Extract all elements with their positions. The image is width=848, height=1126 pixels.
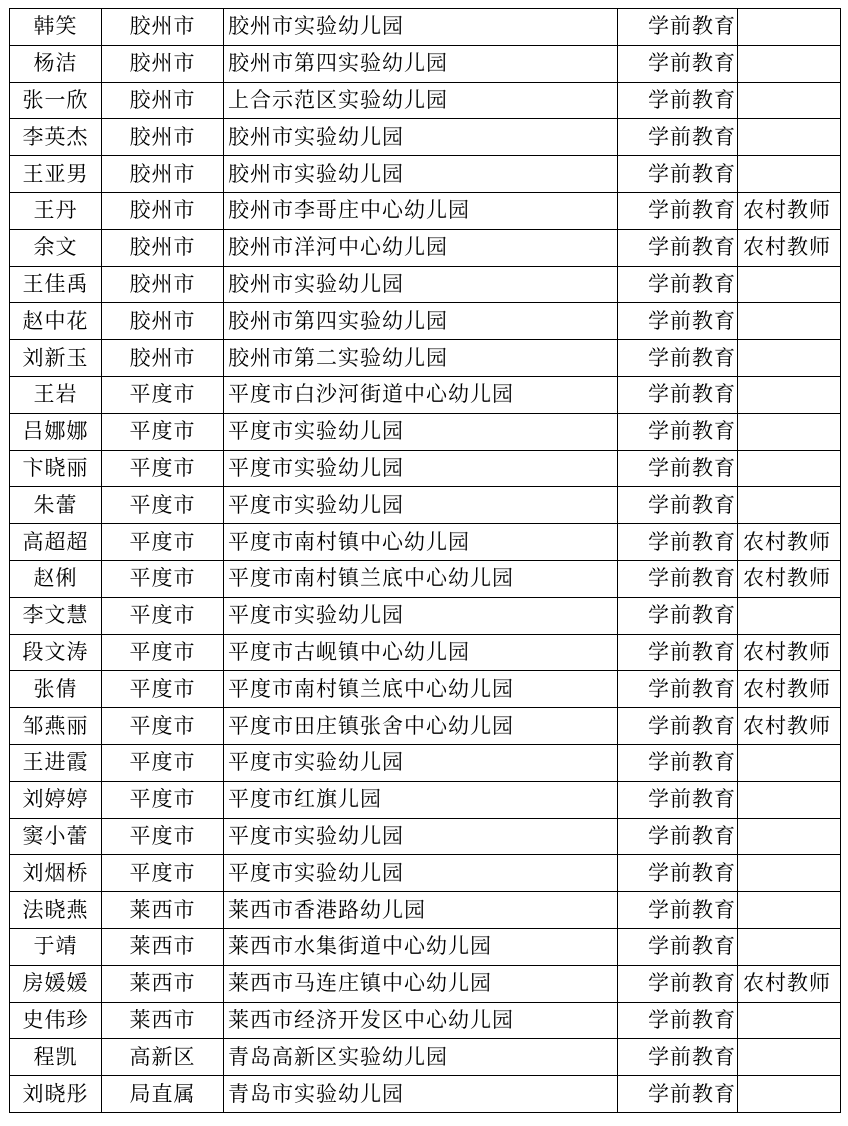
note-cell: [738, 266, 841, 303]
subject-cell: 学前教育: [618, 192, 738, 229]
school-cell: 平度市田庄镇张舍中心幼儿园: [224, 708, 618, 745]
subject-cell: 学前教育: [618, 82, 738, 119]
school-cell: 平度市实验幼儿园: [224, 744, 618, 781]
subject-cell: 学前教育: [618, 524, 738, 561]
teacher-name-cell: 王佳禹: [10, 266, 102, 303]
table-row: [10, 487, 841, 524]
subject-cell: 学前教育: [618, 560, 738, 597]
note-cell: [738, 1039, 841, 1076]
subject-cell: 学前教育: [618, 928, 738, 965]
table-row: [10, 229, 841, 266]
note-cell: [738, 781, 841, 818]
table-row: [10, 634, 841, 671]
district-cell: 胶州市: [102, 82, 224, 119]
note-cell: [738, 892, 841, 929]
table-row: [10, 818, 841, 855]
subject-cell: 学前教育: [618, 855, 738, 892]
note-cell: 农村教师: [738, 671, 841, 708]
note-cell: 农村教师: [738, 524, 841, 561]
table-row: [10, 376, 841, 413]
table-row: [10, 303, 841, 340]
table-row: [10, 45, 841, 82]
school-cell: 莱西市香港路幼儿园: [224, 892, 618, 929]
district-cell: 胶州市: [102, 9, 224, 46]
school-cell: 胶州市第四实验幼儿园: [224, 303, 618, 340]
table-row: [10, 708, 841, 745]
school-cell: 平度市南村镇中心幼儿园: [224, 524, 618, 561]
school-cell: 胶州市第二实验幼儿园: [224, 340, 618, 377]
teacher-name-cell: 刘烟桥: [10, 855, 102, 892]
note-cell: [738, 1002, 841, 1039]
school-cell: 胶州市实验幼儿园: [224, 9, 618, 46]
subject-cell: 学前教育: [618, 965, 738, 1002]
teacher-name-cell: 张一欣: [10, 82, 102, 119]
table-row: [10, 82, 841, 119]
school-cell: 胶州市实验幼儿园: [224, 119, 618, 156]
subject-cell: 学前教育: [618, 1002, 738, 1039]
note-cell: [738, 376, 841, 413]
note-cell: [738, 303, 841, 340]
note-cell: 农村教师: [738, 634, 841, 671]
note-cell: 农村教师: [738, 192, 841, 229]
teacher-list-table: [9, 8, 841, 1113]
teacher-name-cell: 房媛媛: [10, 965, 102, 1002]
subject-cell: 学前教育: [618, 1076, 738, 1113]
district-cell: 莱西市: [102, 892, 224, 929]
teacher-name-cell: 高超超: [10, 524, 102, 561]
teacher-name-cell: 杨洁: [10, 45, 102, 82]
teacher-name-cell: 王进霞: [10, 744, 102, 781]
district-cell: 平度市: [102, 560, 224, 597]
teacher-name-cell: 史伟珍: [10, 1002, 102, 1039]
district-cell: 胶州市: [102, 229, 224, 266]
school-cell: 胶州市实验幼儿园: [224, 156, 618, 193]
district-cell: 平度市: [102, 744, 224, 781]
district-cell: 胶州市: [102, 192, 224, 229]
table-row: [10, 1039, 841, 1076]
district-cell: 平度市: [102, 413, 224, 450]
teacher-name-cell: 于靖: [10, 928, 102, 965]
district-cell: 平度市: [102, 671, 224, 708]
school-cell: 莱西市经济开发区中心幼儿园: [224, 1002, 618, 1039]
district-cell: 胶州市: [102, 266, 224, 303]
school-cell: 胶州市洋河中心幼儿园: [224, 229, 618, 266]
district-cell: 胶州市: [102, 340, 224, 377]
table-row: [10, 744, 841, 781]
district-cell: 高新区: [102, 1039, 224, 1076]
note-cell: 农村教师: [738, 560, 841, 597]
teacher-name-cell: 刘晓彤: [10, 1076, 102, 1113]
district-cell: 平度市: [102, 487, 224, 524]
teacher-name-cell: 朱蕾: [10, 487, 102, 524]
district-cell: 莱西市: [102, 928, 224, 965]
note-cell: [738, 1076, 841, 1113]
note-cell: [738, 597, 841, 634]
subject-cell: 学前教育: [618, 413, 738, 450]
table-row: [10, 119, 841, 156]
subject-cell: 学前教育: [618, 9, 738, 46]
teacher-name-cell: 李文慧: [10, 597, 102, 634]
subject-cell: 学前教育: [618, 266, 738, 303]
district-cell: 莱西市: [102, 965, 224, 1002]
school-cell: 平度市白沙河街道中心幼儿园: [224, 376, 618, 413]
note-cell: [738, 340, 841, 377]
district-cell: 平度市: [102, 855, 224, 892]
district-cell: 胶州市: [102, 303, 224, 340]
district-cell: 莱西市: [102, 1002, 224, 1039]
note-cell: [738, 156, 841, 193]
table-row: [10, 965, 841, 1002]
district-cell: 平度市: [102, 634, 224, 671]
teacher-name-cell: 段文涛: [10, 634, 102, 671]
note-cell: [738, 928, 841, 965]
district-cell: 平度市: [102, 450, 224, 487]
table-row: [10, 597, 841, 634]
table-row: [10, 928, 841, 965]
teacher-name-cell: 赵中花: [10, 303, 102, 340]
note-cell: [738, 119, 841, 156]
school-cell: 平度市古岘镇中心幼儿园: [224, 634, 618, 671]
table-row: [10, 192, 841, 229]
teacher-name-cell: 窦小蕾: [10, 818, 102, 855]
teacher-name-cell: 刘婷婷: [10, 781, 102, 818]
teacher-name-cell: 卞晓丽: [10, 450, 102, 487]
subject-cell: 学前教育: [618, 340, 738, 377]
district-cell: 平度市: [102, 818, 224, 855]
note-cell: [738, 487, 841, 524]
table-body: [10, 9, 841, 1113]
table-row: [10, 524, 841, 561]
note-cell: 农村教师: [738, 229, 841, 266]
table-row: [10, 671, 841, 708]
note-cell: [738, 9, 841, 46]
district-cell: 平度市: [102, 524, 224, 561]
table-row: [10, 855, 841, 892]
teacher-name-cell: 余文: [10, 229, 102, 266]
school-cell: 莱西市马连庄镇中心幼儿园: [224, 965, 618, 1002]
note-cell: 农村教师: [738, 965, 841, 1002]
subject-cell: 学前教育: [618, 376, 738, 413]
table-row: [10, 450, 841, 487]
table-row: [10, 781, 841, 818]
district-cell: 平度市: [102, 708, 224, 745]
note-cell: [738, 855, 841, 892]
teacher-name-cell: 王岩: [10, 376, 102, 413]
district-cell: 平度市: [102, 781, 224, 818]
table-row: [10, 892, 841, 929]
subject-cell: 学前教育: [618, 708, 738, 745]
table-row: [10, 1076, 841, 1113]
teacher-name-cell: 王亚男: [10, 156, 102, 193]
teacher-name-cell: 法晓燕: [10, 892, 102, 929]
subject-cell: 学前教育: [618, 671, 738, 708]
school-cell: 平度市南村镇兰底中心幼儿园: [224, 560, 618, 597]
district-cell: 平度市: [102, 376, 224, 413]
note-cell: [738, 818, 841, 855]
school-cell: 青岛高新区实验幼儿园: [224, 1039, 618, 1076]
district-cell: 胶州市: [102, 119, 224, 156]
subject-cell: 学前教育: [618, 634, 738, 671]
subject-cell: 学前教育: [618, 303, 738, 340]
note-cell: [738, 450, 841, 487]
subject-cell: 学前教育: [618, 892, 738, 929]
subject-cell: 学前教育: [618, 229, 738, 266]
subject-cell: 学前教育: [618, 450, 738, 487]
district-cell: 胶州市: [102, 45, 224, 82]
teacher-name-cell: 刘新玉: [10, 340, 102, 377]
school-cell: 平度市实验幼儿园: [224, 818, 618, 855]
table-row: [10, 266, 841, 303]
school-cell: 上合示范区实验幼儿园: [224, 82, 618, 119]
teacher-name-cell: 王丹: [10, 192, 102, 229]
teacher-name-cell: 赵俐: [10, 560, 102, 597]
subject-cell: 学前教育: [618, 119, 738, 156]
school-cell: 平度市实验幼儿园: [224, 597, 618, 634]
subject-cell: 学前教育: [618, 45, 738, 82]
school-cell: 胶州市李哥庄中心幼儿园: [224, 192, 618, 229]
table-row: [10, 340, 841, 377]
note-cell: [738, 413, 841, 450]
table-row: [10, 560, 841, 597]
note-cell: [738, 744, 841, 781]
table-row: [10, 9, 841, 46]
note-cell: [738, 45, 841, 82]
school-cell: 平度市红旗儿园: [224, 781, 618, 818]
teacher-name-cell: 韩笑: [10, 9, 102, 46]
subject-cell: 学前教育: [618, 744, 738, 781]
subject-cell: 学前教育: [618, 818, 738, 855]
school-cell: 平度市南村镇兰底中心幼儿园: [224, 671, 618, 708]
table-row: [10, 1002, 841, 1039]
district-cell: 平度市: [102, 597, 224, 634]
subject-cell: 学前教育: [618, 156, 738, 193]
school-cell: 胶州市实验幼儿园: [224, 266, 618, 303]
school-cell: 平度市实验幼儿园: [224, 487, 618, 524]
district-cell: 胶州市: [102, 156, 224, 193]
note-cell: [738, 82, 841, 119]
table-row: [10, 156, 841, 193]
school-cell: 平度市实验幼儿园: [224, 855, 618, 892]
teacher-name-cell: 张倩: [10, 671, 102, 708]
teacher-name-cell: 李英杰: [10, 119, 102, 156]
school-cell: 莱西市水集街道中心幼儿园: [224, 928, 618, 965]
district-cell: 局直属: [102, 1076, 224, 1113]
note-cell: 农村教师: [738, 708, 841, 745]
teacher-name-cell: 吕娜娜: [10, 413, 102, 450]
school-cell: 胶州市第四实验幼儿园: [224, 45, 618, 82]
school-cell: 平度市实验幼儿园: [224, 450, 618, 487]
subject-cell: 学前教育: [618, 1039, 738, 1076]
teacher-name-cell: 程凯: [10, 1039, 102, 1076]
subject-cell: 学前教育: [618, 781, 738, 818]
subject-cell: 学前教育: [618, 487, 738, 524]
school-cell: 平度市实验幼儿园: [224, 413, 618, 450]
school-cell: 青岛市实验幼儿园: [224, 1076, 618, 1113]
table-row: [10, 413, 841, 450]
subject-cell: 学前教育: [618, 597, 738, 634]
teacher-name-cell: 邹燕丽: [10, 708, 102, 745]
